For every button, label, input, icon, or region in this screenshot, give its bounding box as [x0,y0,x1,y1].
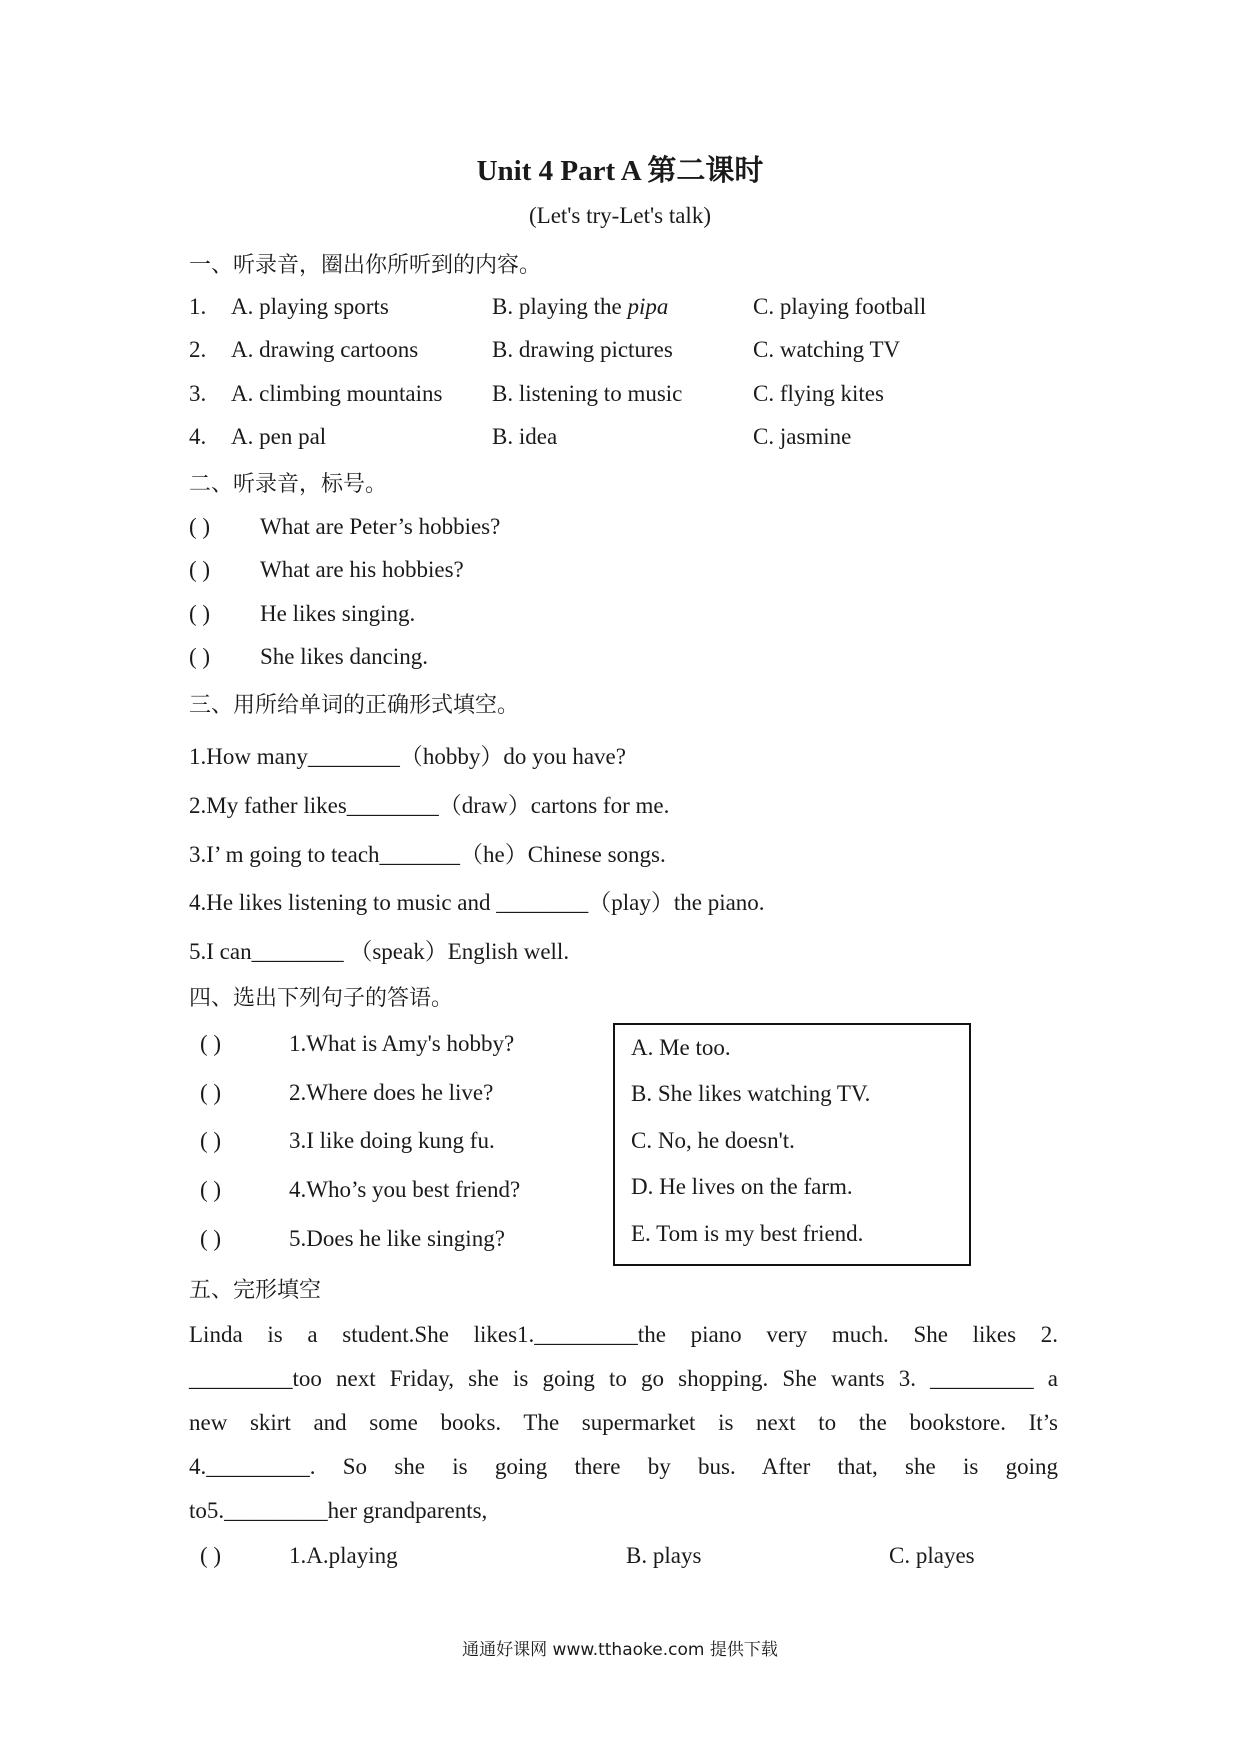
fill-in-item: 1.How many________（hobby）do you have? [189,744,626,769]
section5-heading: 五、完形填空 [189,1278,322,1303]
passage-line: Linda is a student.She likes1._________the piano very much. She likes 2. [189,1322,1058,1347]
option-b: B. playing the pipa [492,294,669,319]
question-text: 5.Does he like singing? [289,1226,505,1251]
choice-b: B. plays [626,1543,702,1568]
option-b: B. idea [492,424,558,449]
section1-heading: 一、听录音，圈出你所听到的内容。 [189,253,542,278]
sentence-text: What are Peter’s hobbies? [260,514,501,539]
option-c: C. playing football [753,294,927,319]
footer-text: 通通好课网 www.tthaoke.com 提供下载 [462,1640,778,1660]
section4-heading: 四、选出下列句子的答语。 [189,986,454,1011]
answer-blank[interactable]: ( ) [189,557,211,582]
page-subtitle: (Let's try-Let's talk) [528,203,711,228]
passage-line: 4._________. So she is going there by bus. After that, she is going [189,1454,1058,1479]
answer-option: A. Me too. [631,1035,731,1060]
answer-blank[interactable]: ( ) [189,601,211,626]
answer-options-box [613,1023,971,1266]
option-c: C. watching TV [753,337,901,362]
answer-blank[interactable]: ( ) [200,1128,222,1153]
passage-line: _________too next Friday, she is going to go shopping. She wants 3. _________ a [189,1366,1058,1391]
fill-in-item: 5.I can________ （speak）English well. [189,939,570,964]
item-number: 4. [189,424,207,449]
fill-in-item: 2.My father likes________（draw）cartons for me. [189,793,670,818]
option-a: A. climbing mountains [231,381,443,406]
sentence-text: What are his hobbies? [260,557,464,582]
option-b: B. drawing pictures [492,337,673,362]
option-a: A. pen pal [231,424,327,449]
passage-line: to5._________her grandparents, [189,1498,488,1523]
fill-in-item: 3.I’ m going to teach_______（he）Chinese songs. [189,842,666,867]
page-title: Unit 4 Part A 第二课时 [476,155,764,187]
sentence-text: He likes singing. [260,601,416,626]
item-number: 2. [189,337,207,362]
answer-blank[interactable]: ( ) [189,644,211,669]
answer-option: D. He lives on the farm. [631,1174,853,1199]
option-c: C. jasmine [753,424,852,449]
answer-blank[interactable]: ( ) [200,1226,222,1251]
answer-option: B. She likes watching TV. [631,1081,871,1106]
item-number: 1. [189,294,207,319]
fill-in-item: 4.He likes listening to music and ________（play）the piano. [189,890,765,915]
option-c: C. flying kites [753,381,884,406]
answer-blank[interactable]: ( ) [200,1177,222,1202]
answer-blank[interactable]: ( ) [200,1080,222,1105]
option-b: B. listening to music [492,381,683,406]
question-text: 2.Where does he live? [289,1080,494,1105]
question-text: 1.What is Amy's hobby? [289,1031,515,1056]
option-a: A. drawing cartoons [231,337,419,362]
option-a: A. playing sports [231,294,389,319]
answer-blank[interactable]: ( ) [200,1543,222,1568]
answer-blank[interactable]: ( ) [189,514,211,539]
sentence-text: She likes dancing. [260,644,428,669]
section2-heading: 二、听录音，标号。 [189,472,388,497]
question-text: 4.Who’s you best friend? [289,1177,521,1202]
answer-option: C. No, he doesn't. [631,1128,795,1153]
section3-heading: 三、用所给单词的正确形式填空。 [189,693,520,718]
choice-a: 1.A.playing [289,1543,398,1568]
choice-c: C. playes [889,1543,975,1568]
answer-option: E. Tom is my best friend. [631,1221,864,1246]
answer-blank[interactable]: ( ) [200,1031,222,1056]
passage-line: new skirt and some books. The supermarket is next to the bookstore. It’s [189,1410,1058,1435]
item-number: 3. [189,381,207,406]
question-text: 3.I like doing kung fu. [289,1128,495,1153]
